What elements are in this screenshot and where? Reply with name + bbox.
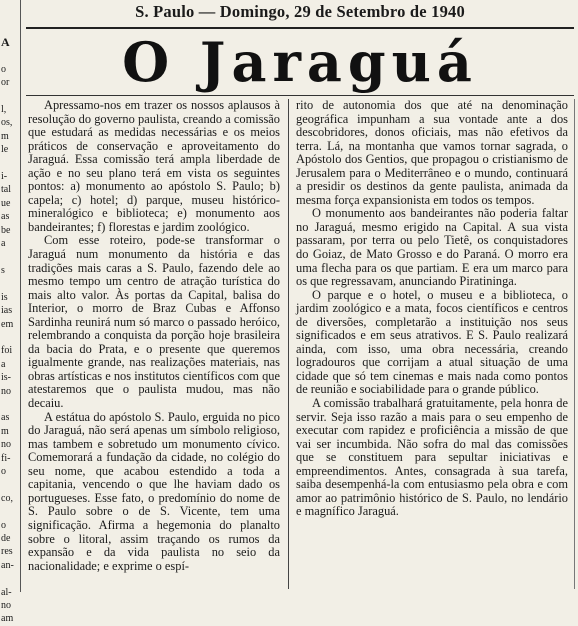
paragraph: A comissão trabalhará gratuitamente, pela honra de servir. Seja isso razão a mais para o seu empenho de executar com rapidez e proficiência a missão de que vai ser incumbida. Não sofra do mal das comissões que se constituem para sepultar iniciativas e empreendimentos. Antes, consagrada à sua tarefa, saiba desempenhá-la com entusiasmo pela obra e com amor ao patrimônio histórico de S. Paulo, no lendário e magnífico Jaraguá. [296, 396, 568, 519]
article-column-2 [296, 99, 568, 589]
margin-fragment: s [1, 264, 5, 276]
header-rule [26, 27, 574, 29]
margin-fragment: A [1, 35, 10, 49]
margin-fragment: as [1, 412, 10, 424]
margin-fragment: is [1, 291, 8, 303]
margin-fragment: no [1, 600, 11, 612]
margin-fragment: no [1, 385, 11, 397]
article-title: O Jaraguá [122, 30, 478, 94]
paragraph: O parque e o hotel, o museu e a biblioteca, o jardim zoológico e a mata, focos científicos e centros de diversões, completarão a instituição nos seus significados e em seus atrativos. E S. Paulo realizará ainda, com isso, uma obra necessária, creando logradouros que corrijam a atual situação de uma cidade que só tem cinemas e mais nada como pontos de reunião e sociabilidade para o grande público. [296, 287, 568, 397]
margin-fragment: o [1, 466, 6, 477]
paragraph: A estátua do apóstolo S. Paulo, erguida no pico do Jaraguá, não será apenas um símbolo religioso, mas tambem e sobretudo um monumento cívico. Comemorará a fundação da cidade, no colégio do seu nome, que acabou estendido a toda a capitania, vencendo o que lhe haviam dado os portugueses. Esse fato, o predomínio do nome de S. Paulo sobre o de S. Vicente, tem uma significação. Afirma a hegemonia do planalto sobre o litoral, assim traçando os rumos da expansão e da vida paulista no seio da nacionalidade; e exprime o espí- [28, 409, 280, 573]
article-column-1 [28, 99, 280, 589]
margin-fragment: as [1, 211, 10, 223]
dateline: S. Paulo — Domingo, 29 de Setembro de 1940 [135, 2, 465, 21]
paragraph: Apressamo-nos em trazer os nossos aplausos à resolução do governo paulista, creando a comissão que estudará as medidas necessárias e os meios práticos de conservação e aproveitamento do Jaraguá. Essa comissão terá ampla liberdade de ação e no seu plano terá em vista os seguintes pontos: a) monumento ao apóstolo S. Paulo; b) capela; c) hotel; d) parque, museu histórico-mineralógico e biblioteca; e) monumento aos bandeirantes; f) florestas e jardim zoológico. [28, 98, 280, 234]
margin-fragment: res [1, 546, 13, 558]
margin-fragment [0, 572, 20, 585]
margin-fragment: am [1, 613, 14, 625]
margin-fragment: foi [1, 345, 13, 357]
margin-fragment: a [1, 358, 6, 370]
margin-fragment [0, 398, 20, 411]
margin-fragment: i- [1, 171, 8, 183]
paragraph: Com esse roteiro, pode-se transformar o Jaraguá num monumento da história e das tradições mais caras a S. Paulo, fazendo dele ao mesmo tempo um centro de atração turística do mais alto valor. Às portas da Capital, balisa do Interior, o morro de Braz Cubas e Affonso Sardinha reunirá num só marco o passado heróico, relembrando a conquista da porção hoje brasileira da bacia do Prata, e o presente que queremos igualmente grande, nas realizações materiais, nas obras artísticas e nos institutos científicos com que atestaremos que o paulista mudou, mas não decaiu. [28, 233, 280, 411]
margin-fragment: l, [1, 104, 7, 116]
column-divider [574, 99, 575, 589]
margin-fragment: be [1, 224, 11, 236]
column-divider [288, 99, 289, 589]
margin-fragment: m [1, 425, 9, 437]
margin-fragment: le [1, 144, 9, 156]
margin-fragment [0, 49, 20, 62]
margin-fragment [0, 157, 20, 170]
margin-fragment: is- [1, 372, 11, 384]
margin-fragment: or [1, 77, 10, 89]
margin-fragment [0, 331, 20, 344]
paragraph: O monumento aos bandeirantes não poderia faltar no Jaraguá, mesmo erigido na Capital. A sua vista passaram, por terra ou pelo Tietê, os conquistadores do Goiaz, de Mato Grosso e do Paraná. O morro era uma flecha para os que partiam. E era um marco para os que regressavam, anunciando Piratininga. [296, 206, 568, 289]
paragraph: rito de autonomia dos que até na denominação geográfica impunham a sua vontade ante a dos descobridores, donos oficiais, mas não efetivos da terra. Lá, na montanha que vamos tornar sagrada, o Apóstolo dos Gentios, que propagou o cristianismo de Jerusalem para o Mediterrâneo e o mundo, continuará a presidir os destinos da gente paulista, animada da mesma força expansionista em todos os tempos. [296, 98, 568, 207]
margin-fragment: m [1, 130, 9, 142]
margin-fragment: em [1, 318, 14, 330]
margin-fragment: o [1, 519, 6, 531]
margin-fragment: al- [1, 586, 12, 598]
margin-fragment [0, 478, 20, 491]
margin-fragment [0, 90, 20, 103]
title-rule [26, 95, 574, 96]
margin-fragment: ue [1, 197, 11, 209]
margin-fragment: a [1, 238, 6, 250]
margin-fragment: tal [1, 184, 11, 196]
margin-fragment [0, 251, 20, 264]
margin-fragment: o [1, 63, 6, 75]
margin-fragment: ias [1, 305, 13, 317]
margin-fragment [0, 505, 20, 518]
margin-fragment: os, [1, 117, 13, 129]
margin-fragment [0, 277, 20, 290]
margin-fragment: de [1, 533, 11, 545]
previous-column-fragment [0, 0, 21, 625]
margin-fragment: fi- [1, 452, 11, 464]
margin-fragment: co, [1, 492, 13, 504]
margin-fragment: no [1, 439, 11, 451]
margin-fragment: an- [1, 559, 14, 571]
